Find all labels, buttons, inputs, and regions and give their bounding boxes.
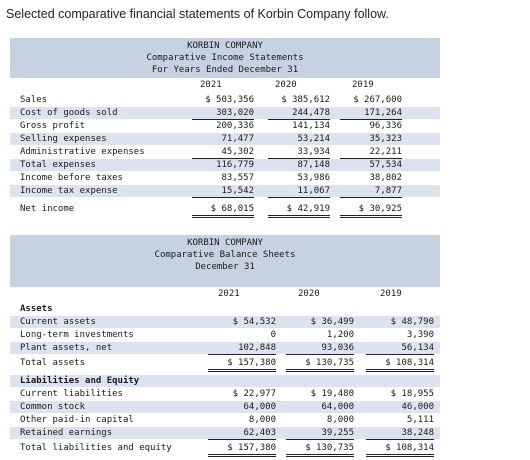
row-label: Cost of goods sold (20, 108, 118, 118)
cell-value: 0 (270, 330, 276, 340)
cell-value: 64,000 (321, 402, 354, 412)
cell-value: 96,336 (369, 121, 402, 131)
income-statement (10, 38, 440, 228)
cell-value: 8,000 (326, 415, 354, 425)
row-label: Liabilities and Equity (20, 376, 140, 386)
cell-value: 83,557 (221, 173, 254, 183)
cell-value: $ 385,612 (281, 95, 330, 105)
cell-value: 11,067 (268, 185, 330, 198)
income-table (10, 78, 440, 228)
cell-value: $ 48,790 (390, 317, 434, 327)
cell-value: 15,542 (192, 185, 254, 198)
income-year-2019: 2019 (352, 80, 374, 90)
row-label: Other paid-in capital (20, 415, 134, 425)
cell-value: $ 130,735 (286, 357, 354, 372)
table-row (10, 185, 440, 197)
balance-header (10, 235, 440, 287)
cell-value: 64,000 (243, 402, 276, 412)
cell-value: $ 36,499 (310, 317, 354, 327)
table-row (10, 342, 440, 354)
table-row (10, 414, 440, 426)
cell-value: $ 503,356 (205, 95, 254, 105)
cell-value: 87,148 (297, 160, 330, 170)
row-label: Common stock (20, 402, 86, 412)
income-statement-title: Comparative Income Statements (146, 53, 304, 63)
row-label: Net income (20, 204, 75, 214)
balance-year-2021: 2021 (218, 289, 240, 299)
cell-value: 8,000 (248, 415, 276, 425)
row-label: Administrative expenses (20, 147, 145, 157)
cell-value: 62,403 (208, 427, 276, 440)
income-year-2020: 2020 (275, 80, 297, 90)
prompt-text: Selected comparative financial statements of Korbin Company follow. (6, 7, 389, 21)
row-label: Current liabilities (20, 389, 123, 399)
cell-value: $ 30,925 (340, 203, 402, 218)
cell-value: $ 18,955 (390, 389, 434, 399)
cell-value: 38,802 (369, 173, 402, 183)
row-label: Total liabilities and equity (20, 443, 172, 453)
cell-value: 33,934 (268, 146, 330, 159)
cell-value: 46,000 (401, 402, 434, 412)
cell-value: $ 267,600 (353, 95, 402, 105)
balance-year-2020: 2020 (298, 289, 320, 299)
table-row (10, 133, 440, 145)
row-label: Current assets (20, 317, 96, 327)
table-row (10, 427, 440, 439)
cell-value: 39,255 (286, 427, 354, 440)
cell-value: 22,211 (340, 146, 402, 159)
income-header (10, 38, 440, 78)
cell-value: $ 157,380 (208, 442, 276, 457)
table-row (10, 94, 440, 106)
cell-value: $ 130,735 (286, 442, 354, 457)
cell-value: 171,264 (340, 107, 402, 120)
table-row (10, 442, 440, 454)
row-label: Long-term investments (20, 330, 134, 340)
row-label: Selling expenses (20, 134, 107, 144)
income-company-name: KORBIN COMPANY (187, 41, 263, 51)
cell-value: 57,534 (369, 160, 402, 170)
row-label: Income tax expense (20, 186, 118, 196)
cell-value: 45,302 (192, 146, 254, 159)
table-row (10, 316, 440, 328)
cell-value: 200,336 (216, 121, 254, 131)
table-row (10, 172, 440, 184)
cell-value: 3,390 (406, 330, 434, 340)
balance-company-name: KORBIN COMPANY (187, 238, 263, 248)
cell-value: 141,134 (292, 121, 330, 131)
table-row (10, 159, 440, 171)
cell-value: $ 108,314 (366, 442, 434, 457)
cell-value: 53,214 (297, 134, 330, 144)
cell-value: 93,036 (286, 342, 354, 355)
row-label: Total expenses (20, 160, 96, 170)
cell-value: 244,478 (268, 107, 330, 120)
cell-value: $ 108,314 (366, 357, 434, 372)
table-row (10, 203, 440, 215)
table-row (10, 107, 440, 119)
table-row (10, 146, 440, 158)
cell-value: 38,248 (366, 427, 434, 440)
cell-value: $ 68,015 (192, 203, 254, 218)
table-row (10, 120, 440, 132)
row-label: Income before taxes (20, 173, 123, 183)
cell-value: $ 22,977 (232, 389, 276, 399)
cell-value: $ 157,380 (208, 357, 276, 372)
balance-period: December 31 (195, 262, 255, 272)
table-row (10, 303, 440, 315)
income-period: For Years Ended December 31 (151, 65, 299, 75)
balance-sheet (10, 235, 440, 453)
balance-statement-title: Comparative Balance Sheets (154, 250, 296, 260)
table-row (10, 375, 440, 387)
table-row (10, 329, 440, 341)
row-label: Assets (20, 304, 53, 314)
cell-value: 53,986 (297, 173, 330, 183)
cell-value: 116,779 (216, 160, 254, 170)
table-row (10, 357, 440, 369)
cell-value: $ 19,480 (310, 389, 354, 399)
cell-value: $ 54,532 (232, 317, 276, 327)
cell-value: 7,877 (340, 185, 402, 198)
cell-value: 71,477 (221, 134, 254, 144)
row-label: Plant assets, net (20, 343, 113, 353)
row-label: Sales (20, 95, 48, 105)
balance-year-2019: 2019 (380, 289, 402, 299)
cell-value: 102,848 (208, 342, 276, 355)
table-row (10, 388, 440, 400)
cell-value: $ 42,919 (268, 203, 330, 218)
cell-value: 56,134 (366, 342, 434, 355)
row-label: Total assets (20, 358, 86, 368)
cell-value: 303,020 (192, 107, 254, 120)
row-label: Retained earnings (20, 428, 113, 438)
row-label: Gross profit (20, 121, 86, 131)
income-year-2021: 2021 (200, 80, 222, 90)
balance-table (10, 287, 440, 453)
cell-value: 35,323 (369, 134, 402, 144)
cell-value: 5,111 (406, 415, 434, 425)
cell-value: 1,200 (326, 330, 354, 340)
table-row (10, 401, 440, 413)
